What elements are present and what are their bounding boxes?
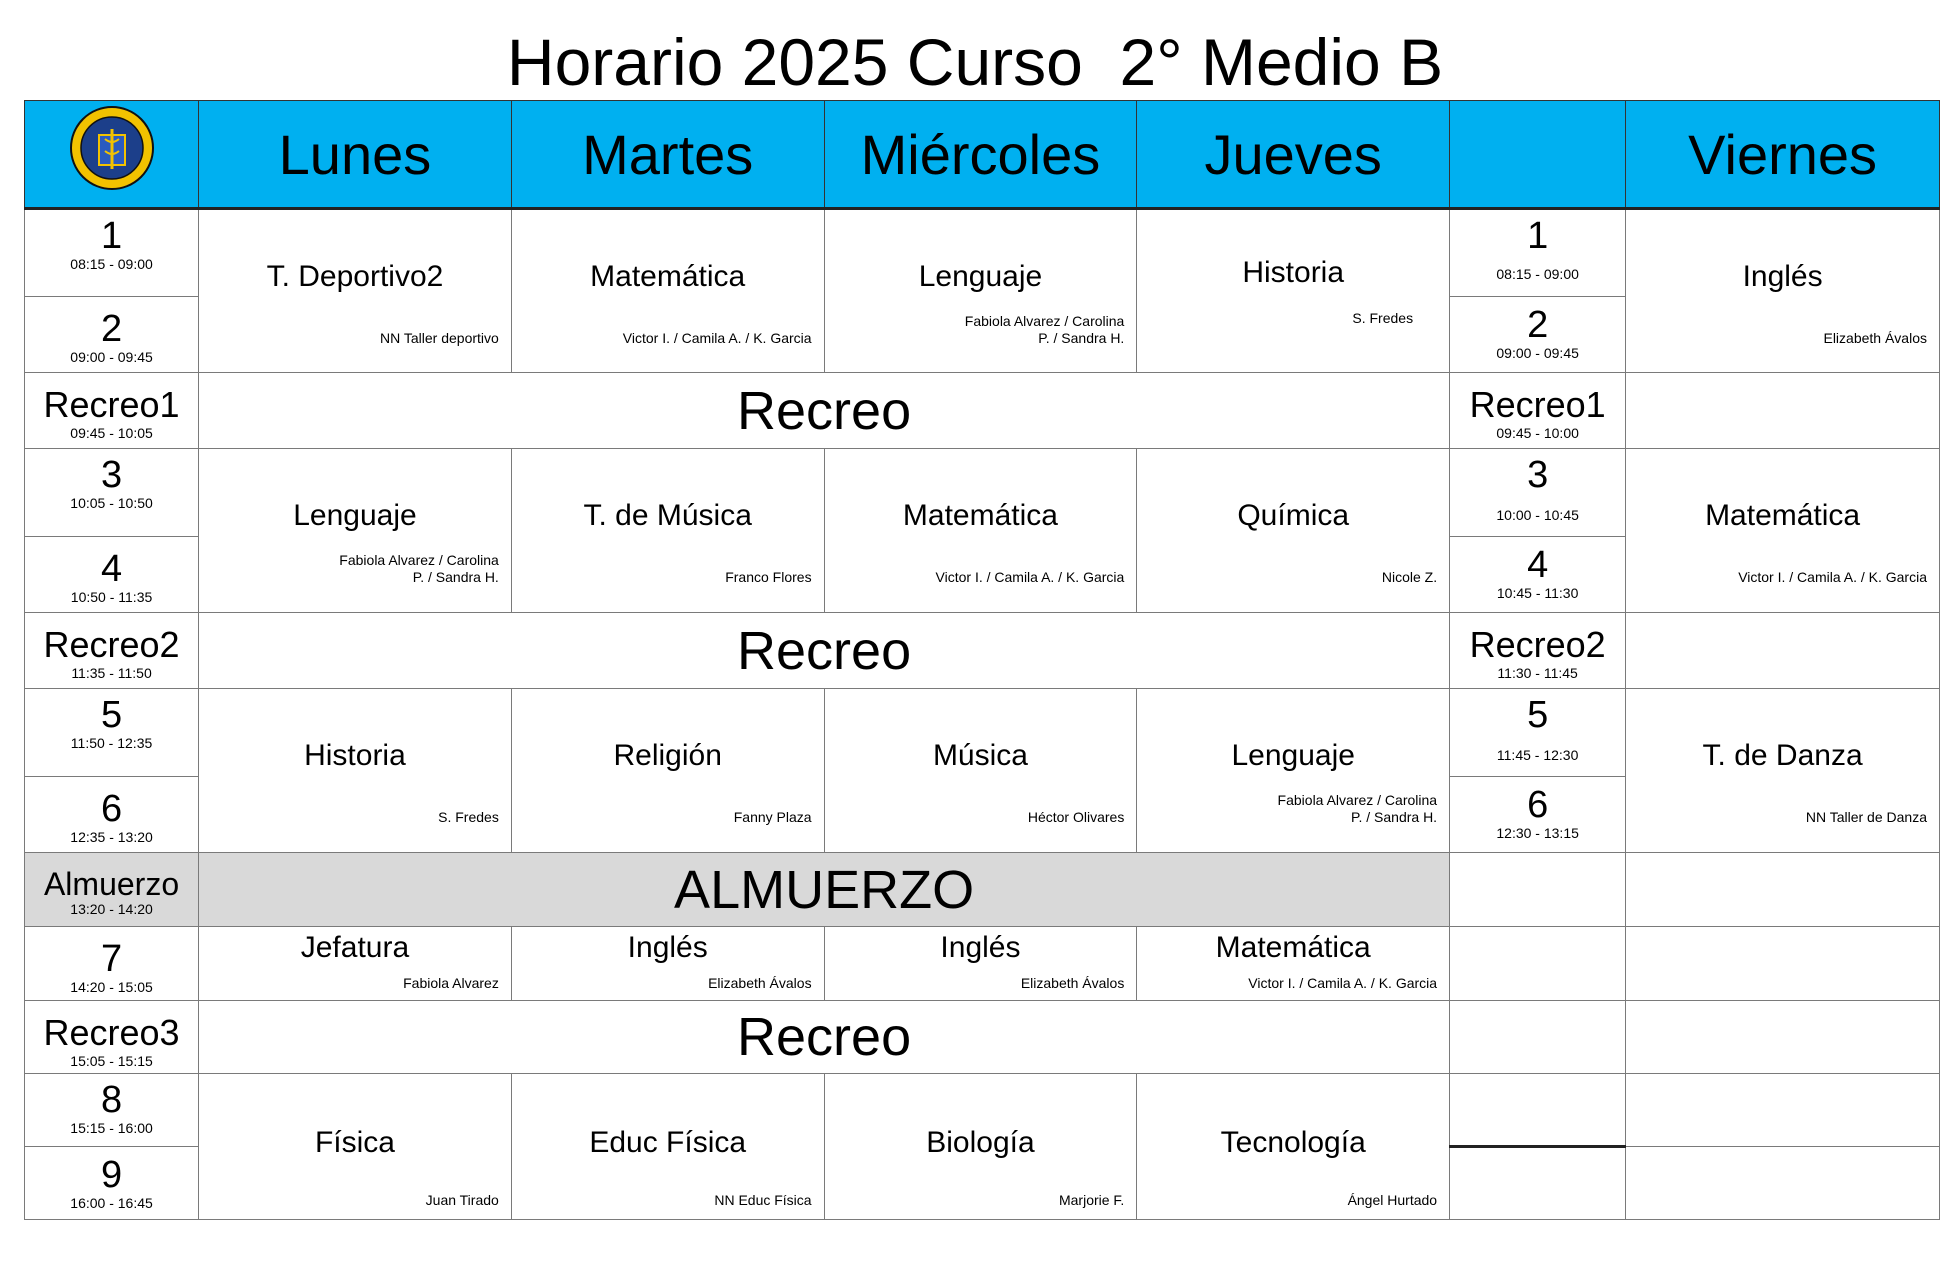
friday-period-3: 3 10:00 - 10:45 — [1450, 449, 1626, 537]
friday-r3-empty-2 — [1626, 1001, 1940, 1074]
friday-period-5: 5 11:45 - 12:30 — [1450, 689, 1626, 777]
cell-b4-martes: Inglés Elizabeth Ávalos — [511, 927, 824, 1001]
recreo-1: Recreo1 09:45 - 10:05 — [25, 373, 199, 449]
friday-almuerzo-empty-1 — [1450, 853, 1626, 927]
day-header-miercoles: Miércoles — [824, 101, 1137, 209]
cell-b3-miercoles: Música Héctor Olivares — [824, 689, 1137, 853]
friday-period-1: 1 08:15 - 09:00 — [1450, 209, 1626, 297]
recreo-band-2: Recreo — [199, 613, 1450, 689]
period-2: 2 09:00 - 09:45 — [25, 297, 199, 373]
friday-p9-empty-1 — [1450, 1147, 1626, 1220]
friday-period-4: 4 10:45 - 11:30 — [1450, 537, 1626, 613]
cell-b2-martes: T. de Música Franco Flores — [511, 449, 824, 613]
cell-b5-martes: Educ Física NN Educ Física — [511, 1074, 824, 1220]
period-8: 8 15:15 - 16:00 — [25, 1074, 199, 1147]
logo-cell — [25, 101, 199, 209]
cell-b3-martes: Religión Fanny Plaza — [511, 689, 824, 853]
period-9: 9 16:00 - 16:45 — [25, 1147, 199, 1220]
day-header-lunes: Lunes — [199, 101, 512, 209]
period-6: 6 12:35 - 13:20 — [25, 777, 199, 853]
day-header-viernes: Viernes — [1626, 101, 1940, 209]
period-3: 3 10:05 - 10:50 — [25, 449, 199, 537]
cell-b1-viernes: Inglés Elizabeth Ávalos — [1626, 209, 1940, 373]
friday-p8-empty-1 — [1450, 1074, 1626, 1147]
header-row — [25, 101, 1940, 209]
friday-recreo-2: Recreo2 11:30 - 11:45 — [1450, 613, 1626, 689]
cell-b5-jueves: Tecnología Ángel Hurtado — [1137, 1074, 1450, 1220]
day-header-martes: Martes — [511, 101, 824, 209]
friday-recreo-2-empty — [1626, 613, 1940, 689]
period-1: 1 08:15 - 09:00 — [25, 209, 199, 297]
schedule-title: Horario 2025 Curso 2° Medio B — [506, 25, 1444, 99]
day-header-blank — [1450, 101, 1626, 209]
cell-b4-miercoles: Inglés Elizabeth Ávalos — [824, 927, 1137, 1001]
friday-p9-empty-2 — [1626, 1147, 1940, 1220]
cell-b4-lunes: Jefatura Fabiola Alvarez — [199, 927, 512, 1001]
friday-recreo-1-empty — [1626, 373, 1940, 449]
friday-p7-empty-2 — [1626, 927, 1940, 1001]
friday-almuerzo-empty-2 — [1626, 853, 1940, 927]
cell-b2-viernes: Matemática Victor I. / Camila A. / K. Garcia — [1626, 449, 1940, 613]
cell-b2-jueves: Química Nicole Z. — [1137, 449, 1450, 613]
cell-b3-jueves: Lenguaje Fabiola Alvarez / Carolina P. / Sandra H. — [1137, 689, 1450, 853]
school-logo-icon — [69, 105, 155, 191]
recreo-3: Recreo3 15:05 - 15:15 — [25, 1001, 199, 1074]
cell-b1-miercoles: Lenguaje Fabiola Alvarez / Carolina P. / Sandra H. — [824, 209, 1137, 373]
cell-b2-miercoles: Matemática Victor I. / Camila A. / K. Garcia — [824, 449, 1137, 613]
cell-b1-lunes: T. Deportivo2 NN Taller deportivo — [199, 209, 512, 373]
cell-b3-lunes: Historia S. Fredes — [199, 689, 512, 853]
period-4: 4 10:50 - 11:35 — [25, 537, 199, 613]
almuerzo-period: Almuerzo 13:20 - 14:20 — [25, 853, 199, 927]
friday-period-6: 6 12:30 - 13:15 — [1450, 777, 1626, 853]
friday-p7-empty-1 — [1450, 927, 1626, 1001]
cell-b5-lunes: Física Juan Tirado — [199, 1074, 512, 1220]
cell-b2-lunes: Lenguaje Fabiola Alvarez / Carolina P. / Sandra H. — [199, 449, 512, 613]
cell-b1-martes: Matemática Victor I. / Camila A. / K. Garcia — [511, 209, 824, 373]
friday-recreo-1: Recreo1 09:45 - 10:00 — [1450, 373, 1626, 449]
recreo-band-1: Recreo — [199, 373, 1450, 449]
schedule-table — [24, 100, 1940, 1220]
recreo-band-3: Recreo — [199, 1001, 1450, 1074]
friday-period-2: 2 09:00 - 09:45 — [1450, 297, 1626, 373]
recreo-2: Recreo2 11:35 - 11:50 — [25, 613, 199, 689]
cell-b3-viernes: T. de Danza NN Taller de Danza — [1626, 689, 1940, 853]
almuerzo-band: ALMUERZO — [199, 853, 1450, 927]
friday-r3-empty-1 — [1450, 1001, 1626, 1074]
cell-b5-miercoles: Biología Marjorie F. — [824, 1074, 1137, 1220]
friday-p8-empty-2 — [1626, 1074, 1940, 1147]
day-header-jueves: Jueves — [1137, 101, 1450, 209]
cell-b4-jueves: Matemática Victor I. / Camila A. / K. Garcia — [1137, 927, 1450, 1001]
period-7: 7 14:20 - 15:05 — [25, 927, 199, 1001]
period-5: 5 11:50 - 12:35 — [25, 689, 199, 777]
cell-b1-jueves: Historia S. Fredes — [1137, 209, 1450, 373]
